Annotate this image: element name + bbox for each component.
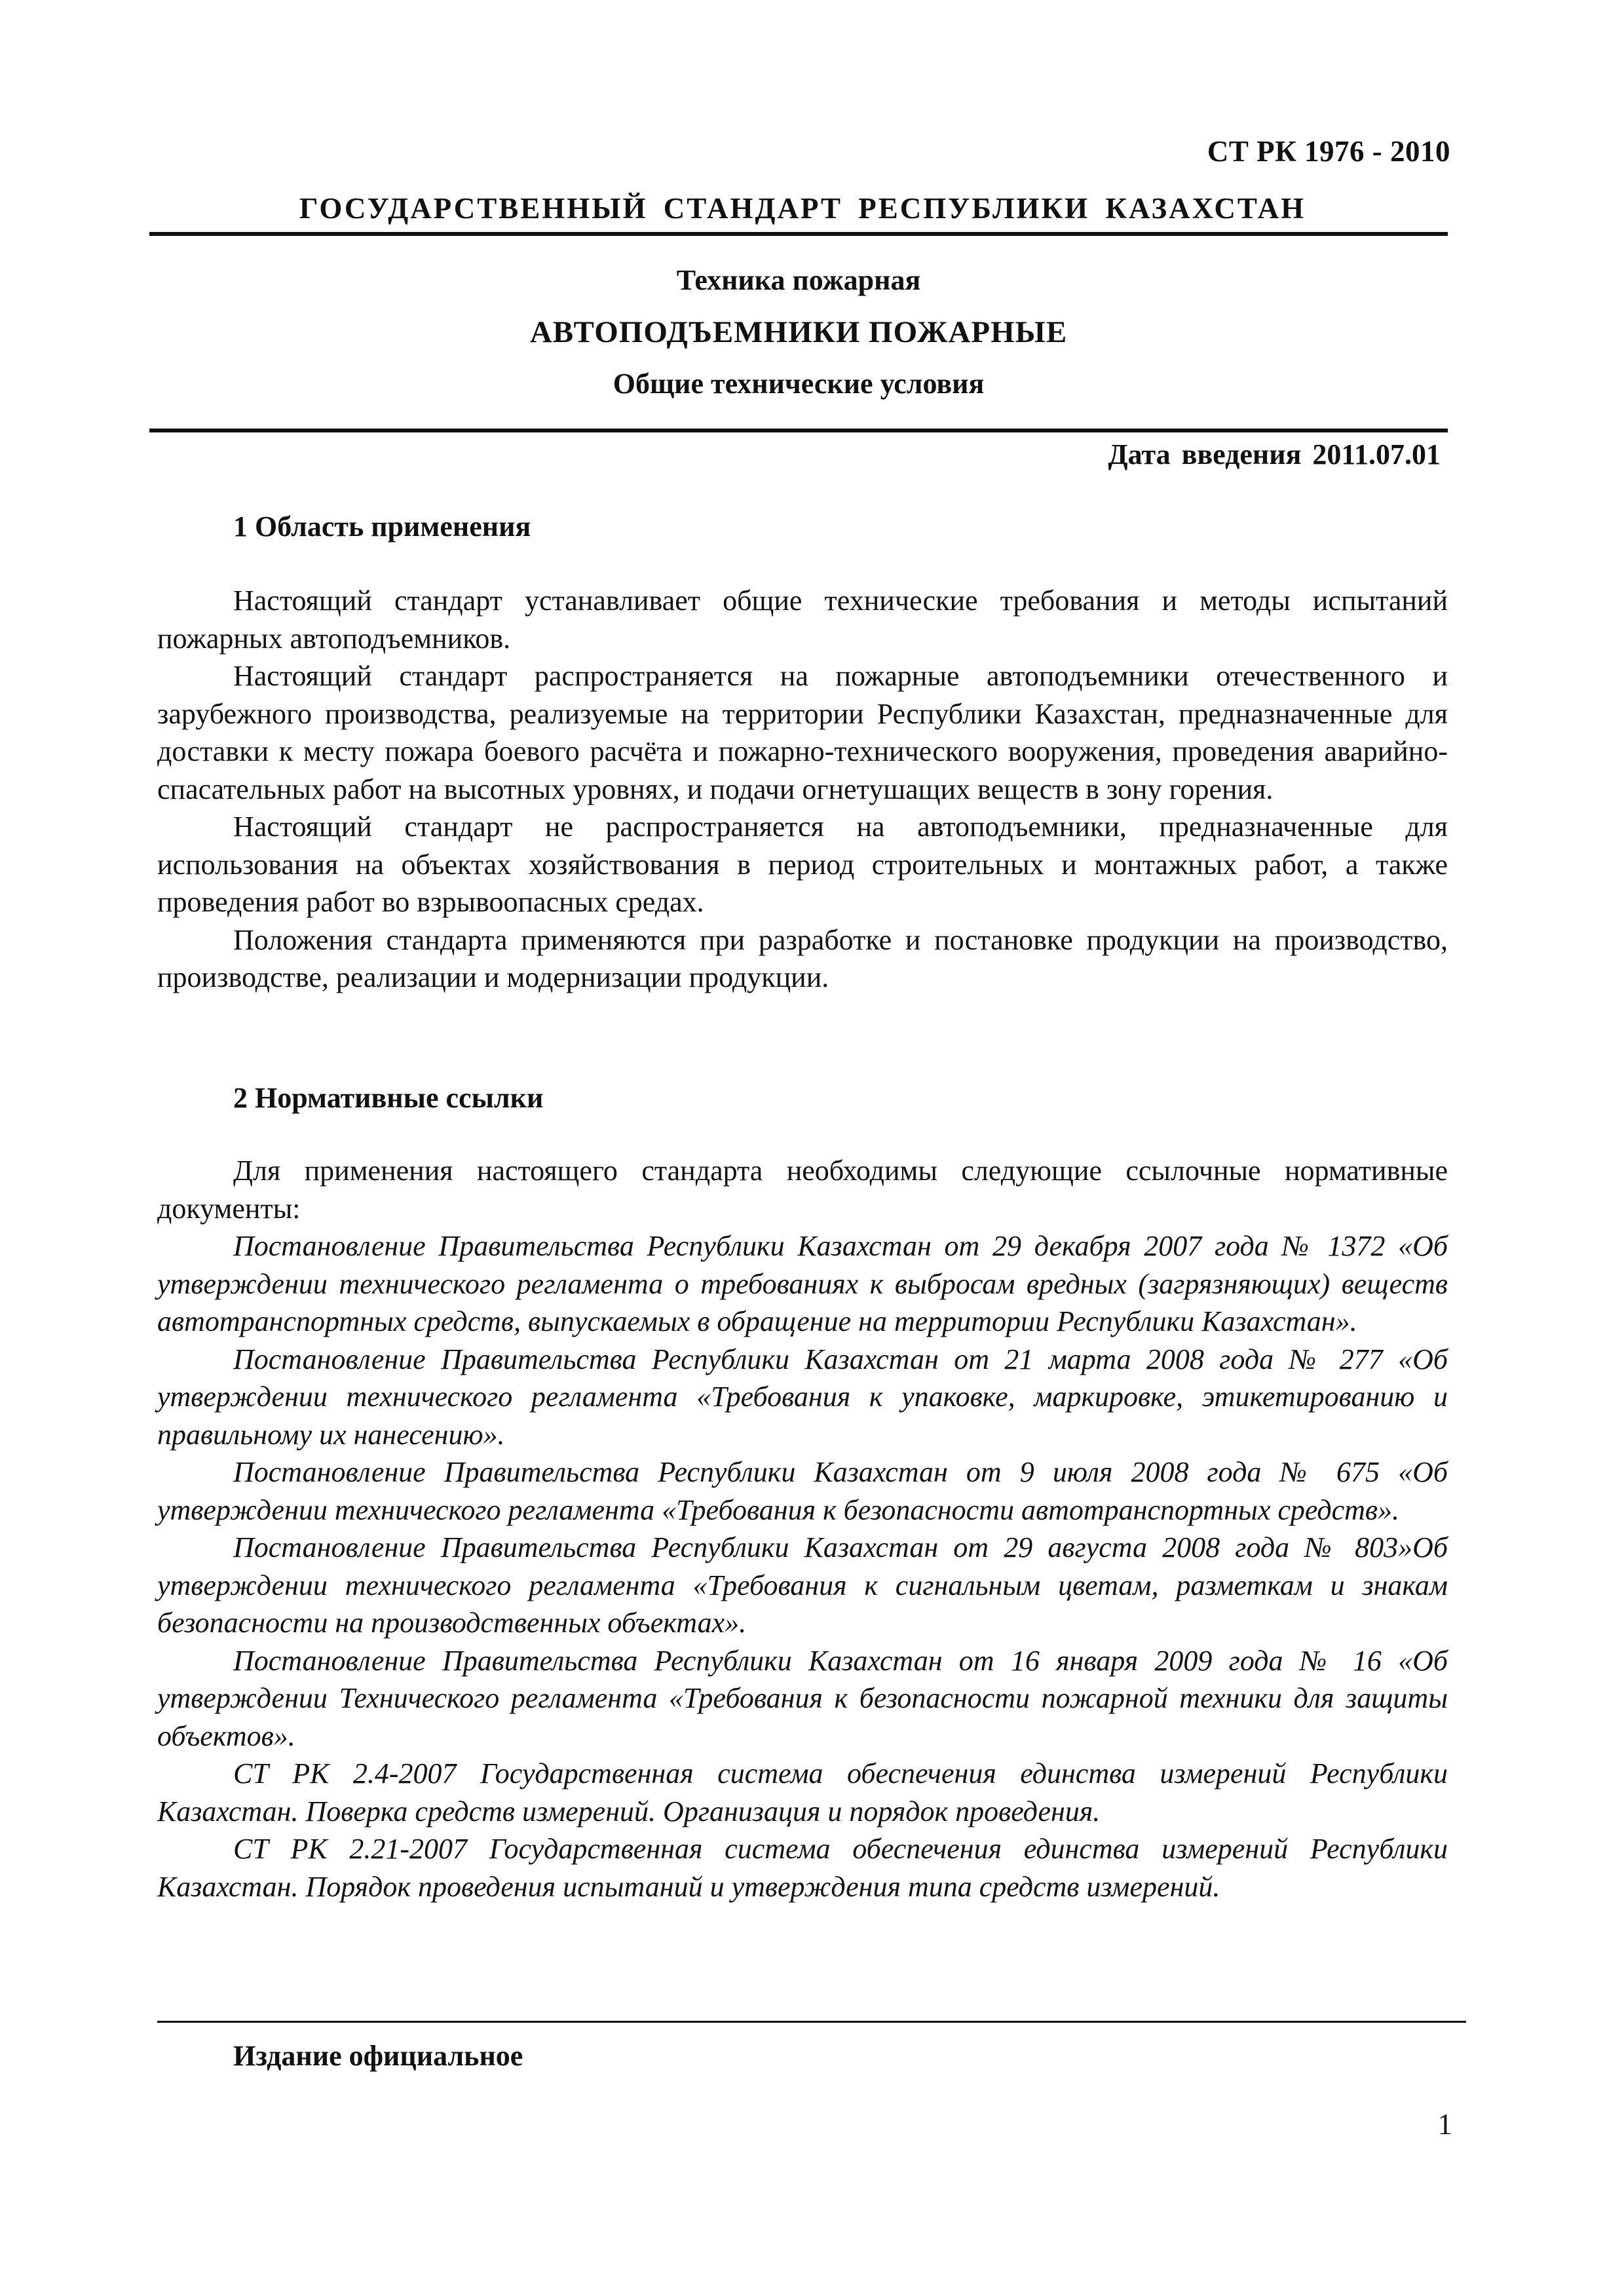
document-subtitle: Общие технические условия — [613, 368, 985, 400]
section-2-heading: 2 Нормативные ссылки — [233, 1082, 544, 1114]
document-title: АВТОПОДЪЕМНИКИ ПОЖАРНЫЕ — [529, 315, 1068, 349]
reference-item: Постановление Правительства Республики Казахстан от 9 июля 2008 года № 675 «Об утверждении технического регламента «Требования к безопасности автотранспортных средств». — [157, 1456, 1448, 1526]
title-divider — [149, 429, 1448, 432]
paragraph: Настоящий стандарт устанавливает общие технические требования и методы испытаний пожарных автоподъемников. — [157, 584, 1448, 655]
official-edition-label: Издание официальное — [233, 2040, 523, 2072]
reference-item: Постановление Правительства Республики Казахстан от 21 марта 2008 года № 277 «Об утверждении технического регламента «Требования к упаковке, маркировке, этикетированию и правильному их нанесению». — [157, 1343, 1448, 1451]
paragraph: Настоящий стандарт не распространяется на автоподъемники, предназначенные для использования на объектах хозяйствования в период строительных и монтажных работ, а также проведения работ во взрывоопасных средах. — [157, 811, 1448, 918]
section-2-body — [157, 1152, 1448, 1905]
introduction-date: Дата введения 2011.07.01 — [1108, 438, 1441, 470]
state-standard-title: ГОСУДАРСТВЕННЫЙ СТАНДАРТ РЕСПУБЛИКИ КАЗАХСТАН — [299, 192, 1306, 225]
paragraph: Настоящий стандарт распространяется на пожарные автоподъемники отечественного и зарубежного производства, реализуемые на территории Республики Казахстан, предназначенные для доставки к месту пожара боевого расчёта и пожарно-технического вооружения, проведения аварийно-спасательных работ на высотных уровнях, и подачи огнетушащих веществ в зону горения. — [157, 660, 1448, 805]
reference-item: СТ РК 2.4-2007 Государственная система обеспечения единства измерений Республики Казахстан. Поверка средств измерений. Организация и порядок проведения. — [157, 1757, 1448, 1827]
reference-item: СТ РК 2.21-2007 Государственная система обеспечения единства измерений Республики Казахстан. Порядок проведения испытаний и утверждения типа средств измерений. — [157, 1833, 1448, 1903]
reference-item: Постановление Правительства Республики Казахстан от 16 января 2009 года № 16 «Об утверждении Технического регламента «Требования к безопасности пожарной техники для защиты объектов». — [157, 1644, 1448, 1752]
document-subject: Техника пожарная — [676, 264, 921, 296]
footer-divider — [157, 2021, 1466, 2023]
section-1-body — [157, 582, 1448, 997]
reference-item: Постановление Правительства Республики Казахстан от 29 августа 2008 года № 803»Об утверждении технического регламента «Требования к сигнальным цветам, разметкам и знакам безопасности на производственных объектах». — [157, 1531, 1448, 1639]
section-1-heading: 1 Область применения — [233, 510, 531, 543]
page-number: 1 — [1437, 2108, 1452, 2141]
standard-code: СТ РК 1976 - 2010 — [1207, 135, 1450, 168]
reference-item: Постановление Правительства Республики Казахстан от 29 декабря 2007 года № 1372 «Об утверждении технического регламента о требованиях к выбросам вредных (загрязняющих) веществ автотранспортных средств, выпускаемых в обращение на территории Республики Казахстан». — [157, 1230, 1448, 1337]
paragraph: Положения стандарта применяются при разработке и постановке продукции на производство, производстве, реализации и модернизации продукции. — [157, 923, 1448, 993]
paragraph: Для применения настоящего стандарта необходимы следующие ссылочные нормативные документы: — [157, 1155, 1448, 1225]
header-divider — [149, 232, 1448, 236]
